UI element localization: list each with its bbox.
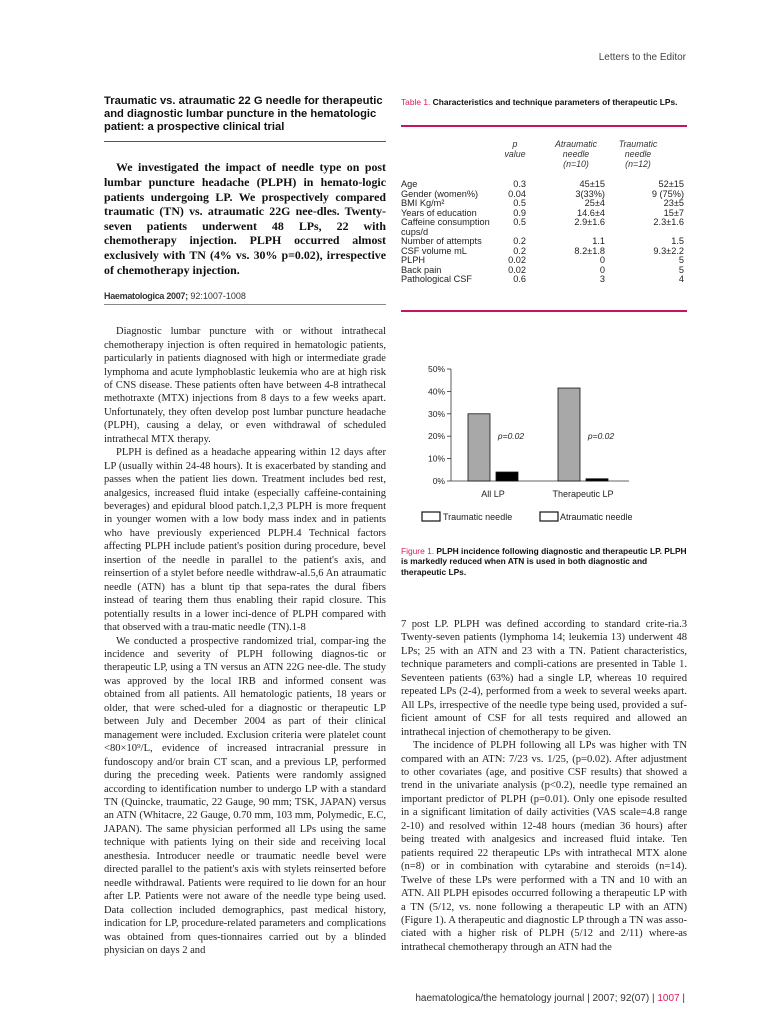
table-row: [401, 247, 687, 257]
cell-label: cups/d: [401, 226, 429, 237]
p-value-annotation: p=0.02: [497, 430, 525, 441]
cell-tn: 15±7: [663, 207, 684, 218]
table-bottom-rule: [401, 310, 687, 312]
y-tick-label: 40%: [427, 386, 445, 397]
cell-atn: 25±4: [584, 198, 605, 209]
body-right: [401, 618, 687, 954]
y-tick-label: 50%: [427, 364, 445, 374]
legend-label-atraumatic: Atraumatic needle: [560, 512, 633, 522]
citation-divider: [104, 304, 386, 305]
cell-label: Years of education: [401, 207, 477, 218]
figure-caption-text: PLPH incidence following diagnostic and therapeutic LP. PLPH is markedly reduced when ATN is used in both diagnostic and therapeutic LPs.: [401, 546, 687, 577]
cell-p: 0.02: [508, 255, 526, 266]
page-number: 1007: [657, 993, 680, 1004]
cell-tn: 4: [678, 274, 684, 285]
cell-atn: 0: [599, 255, 605, 266]
table-row: [401, 218, 687, 228]
cell-atn: 1.1: [592, 236, 605, 247]
cell-atn: 45±15: [579, 179, 605, 189]
table-caption-text: Characteristics and technique parameters of therapeutic LPs.: [430, 97, 678, 107]
cell-tn: 2.3±1.6: [653, 217, 684, 228]
cell-atn: 0: [599, 264, 605, 275]
cell-p: 0.6: [513, 274, 526, 285]
x-tick-label: All LP: [481, 489, 505, 499]
cell-p: 0.9: [513, 207, 526, 218]
figure-caption: [401, 546, 687, 577]
paragraph: Diagnostic lumbar puncture with or without intrathecal chemotherapy injection is often required in hematologic patients, particularly in patients diagnosed with high or intermediate grade lymphoma and acute lymphoblastic leukemia who are at high risk of CNS disease. These patients often have between 4-8 intrathecal methotraxte (MTX) injections from 8 days to a few weeks apart. Unfortunately, they often develop post lumbar puncture headache (PLPH), causing a delay, or even withdrawal of scheduled intrathecal MTX therapy.: [104, 326, 386, 445]
legend-swatch-traumatic: [422, 512, 440, 521]
cell-tn: 9 (75%): [651, 188, 684, 199]
cell-atn: 2.9±1.6: [574, 217, 605, 228]
running-head: Letters to the Editor: [598, 52, 686, 63]
cell-p: 0.3: [513, 179, 526, 189]
bar-chart: [401, 355, 687, 535]
table-caption: [401, 97, 687, 108]
cell-tn: 23±5: [663, 198, 684, 209]
cell-label: CSF volume mL: [401, 245, 467, 256]
cell-p: 0.02: [508, 264, 526, 275]
bar-traumatic: [468, 414, 490, 481]
paragraph: The incidence of PLPH following all LPs was higher with TN compared with an ATN: 7/23 vs. 1/25, (p=0.02). After adjustment to other covariates (age, and positive CSF results) that showed a trend in the univariate analysis (p<0.2), needle type remained an important predictor of PLPH (p=0.01). Only one episode resulted in a significant limitation of daily activities (VAS scale=4.8 range 2-10) and resolved within 12-48 hours (median 36 hours) after being treated with analgesics and increased fluid intake. Ten patients required 22 therapeutic LPs with intrathecal MTX alone (n=8) or in combination with cytarabine and steroids (n=14). Twelve of these LPs were performed with a TN and 10 with an ATN. All PLPH episodes occurred following a therapeutic LP with a TN (5/12, vs. none following a therapeutic LP with an ATN) (Figure 1). A therapeutic and diagnostic LP through a TN was asso-ciated with a higher risk of PLPH (5/12 and 2/11) where-as intrathecal chemotherapy through an ATN had the: [401, 740, 687, 953]
cell-p: 0.5: [513, 198, 526, 209]
col-header-p-2: value: [504, 149, 526, 159]
table-row: [401, 256, 687, 266]
cell-tn: 5: [678, 255, 684, 266]
table-top-rule: [401, 125, 687, 127]
cell-label: Number of attempts: [401, 236, 482, 247]
col-header-tn: [606, 139, 670, 169]
col-header-tn-1: Traumatic: [618, 139, 658, 149]
col-header-atn-2: needle: [562, 149, 590, 159]
abstract: We investigated the impact of needle type on post lumbar puncture headache (PLPH) in hemato-logic patients undergoing LP. We prospectively compared traumatic (TN) vs. atraumatic 22G nee-dles. Twenty-seven patients underwent 48 LPs, 22 with chemotherapy injection. PLPH occurred almost exclusively with TN (4% vs. 30% p=0.02), irrespective of chemotherapy injection.: [104, 160, 386, 277]
title-divider: [104, 141, 386, 142]
table-body: [401, 180, 687, 285]
cell-atn: 3: [599, 274, 605, 285]
cell-tn: 9.3±2.2: [653, 245, 684, 256]
cell-label: Age: [401, 179, 418, 189]
citation: [104, 291, 386, 301]
cell-tn: 1.5: [671, 236, 684, 247]
bar-atraumatic: [586, 479, 608, 481]
figure-label: Figure 1.: [401, 546, 435, 556]
bar-traumatic: [558, 388, 580, 481]
chart-layer: [422, 364, 633, 522]
cell-p: 0.2: [513, 236, 526, 247]
cell-atn: 3(33%): [575, 188, 605, 199]
table-label: Table 1.: [401, 97, 431, 107]
cell-label: BMI Kg/m²: [401, 198, 445, 209]
y-tick-label: 0%: [432, 476, 445, 486]
cell-p: 0.5: [513, 217, 526, 228]
legend-swatch-atraumatic: [540, 512, 558, 521]
cell-atn: 8.2±1.8: [574, 245, 605, 256]
cell-tn: 5: [678, 264, 684, 275]
p-value-annotation: p=0.02: [587, 430, 615, 441]
footer-journal: haematologica/the hematology journal | 2007; 92(07) |: [415, 993, 658, 1004]
col-header-atn-3: (n=10): [563, 159, 589, 169]
citation-ref: 92:1007-1008: [187, 291, 246, 302]
cell-p: 0.2: [513, 245, 526, 256]
citation-journal: Haematologica 2007;: [104, 291, 188, 302]
cell-atn: 14.6±4: [576, 207, 605, 218]
cell-label: Back pain: [401, 264, 442, 275]
cell-label: PLPH: [401, 255, 426, 266]
col-header-atn-1: Atraumatic: [554, 139, 598, 149]
y-tick-label: 10%: [427, 453, 445, 464]
left-column: [104, 95, 386, 957]
paragraph: PLPH is defined as a headache appearing within 12 days after LP (usually within 24-48 hours). It is exacerbated by standing and passes when the patient lies down. Treatment includes bed rest, analgesics, increased fluid intake (especially caffeine-containing beverages) and epidural blood patch.1,2,3 PLPH is more frequent in younger women with a low body mass index and in patients who have previously experienced PLPH.4 Technical factors affecting PLPH include patient's position during procedure, bevel insertion of the needle in parallel to the patient's axis, and reinsertion of a stylet before needle withdraw-al.5,6 An atraumatic needle (ATN) has a blunt tip that sepa-rates the dural fibers instead of tearing them thus enabling their rapid closure. This potentially results in a lower inci-dence of PLPH compared with that observed with a trau-matic needle (TN).1-8: [104, 447, 386, 634]
cell-label: Caffeine consumption: [401, 217, 490, 228]
col-header-tn-2: needle: [624, 149, 652, 159]
cell-p: 0.04: [508, 188, 526, 199]
col-header-p-1: p: [512, 139, 518, 149]
y-tick-label: 30%: [427, 408, 445, 419]
page-footer: [415, 993, 685, 1004]
paragraph: 7 post LP. PLPH was defined according to standard crite-ria.3 Twenty-seven patients (lymphoma 14; leukemia 13) underwent 48 LPs; 25 with an ATN and 23 with a TN. Patient characteristics, technique parameters and compli-cations are presented in Table 1. Seventeen patients (63%) had a single LP, whereas 10 required repeated LPs (2-4), performed from a week to several weeks apart. All LPs, irrespective of the needle type being used, provided a suf-ficient amount of CSF for all tests required and allowed an intrathecal injection of chemotherapy to be given.: [401, 619, 687, 738]
article-title: Traumatic vs. atraumatic 22 G needle for therapeutic and diagnostic lumbar puncture in the hematologic patient: a prospective clinical trial: [104, 95, 383, 133]
bar-atraumatic: [496, 472, 518, 481]
table-row: [401, 275, 687, 285]
cell-label: Pathological CSF: [401, 274, 472, 285]
cell-label: Gender (women%): [401, 188, 479, 199]
paragraph: We conducted a prospective randomized trial, compar-ing the incidence and severity of PLPH following diagnos-tic or therapeutic LP, using a TN versus an ATN 22G nee-dle. The study was approved by the local IRB and informed consent was obtained from all patients. All hematologic patients, 18 years or older, that were sched-uled for a diagnostic or therapeutic LP between July and December 2004 as part of their clinical management were included. Exclusion criteria were platelet count <80×10⁹/L, evidence of increased intracranial pressure in fundoscopy and/or brain CT scan, and a previous LP, performed during the preceding week. Patients were randomly assigned according to identification number to undergo LP with a standard TN (Quincke, traumatic, 22 Gauge, 90 mm; TSK, JAPAN) versus an ATN (Whitacre, 22 Gauge, 0.70 mm, 103 mm, Polymedic, E.C, JAPAN). The same physician performed all LPs using the same technique with patients lying on their side and receiving local anesthesia. Introducer needle or traumatic needle bevel were directed parallel to the patient's axis with stylets reinserted before needle withdrawal. Patients were required to lie down for an hour after LP. Patients were not aware of the needle type being used. Data collection included demographics, past medical history, indication for LP, procedure-related parameters and complications was obtained from ques-tionnaires carried out by a blinded physician on days 2 and: [104, 635, 386, 956]
col-header-p: [500, 139, 530, 159]
col-header-tn-3: (n=12): [625, 159, 651, 169]
legend-label-traumatic: Traumatic needle: [443, 512, 513, 522]
body-left: [104, 325, 386, 957]
cell-tn: 52±15: [658, 179, 684, 189]
y-tick-label: 20%: [427, 431, 445, 442]
col-header-atn: [544, 139, 608, 169]
x-tick-label: Therapeutic LP: [552, 489, 614, 499]
footer-end: |: [679, 993, 685, 1004]
